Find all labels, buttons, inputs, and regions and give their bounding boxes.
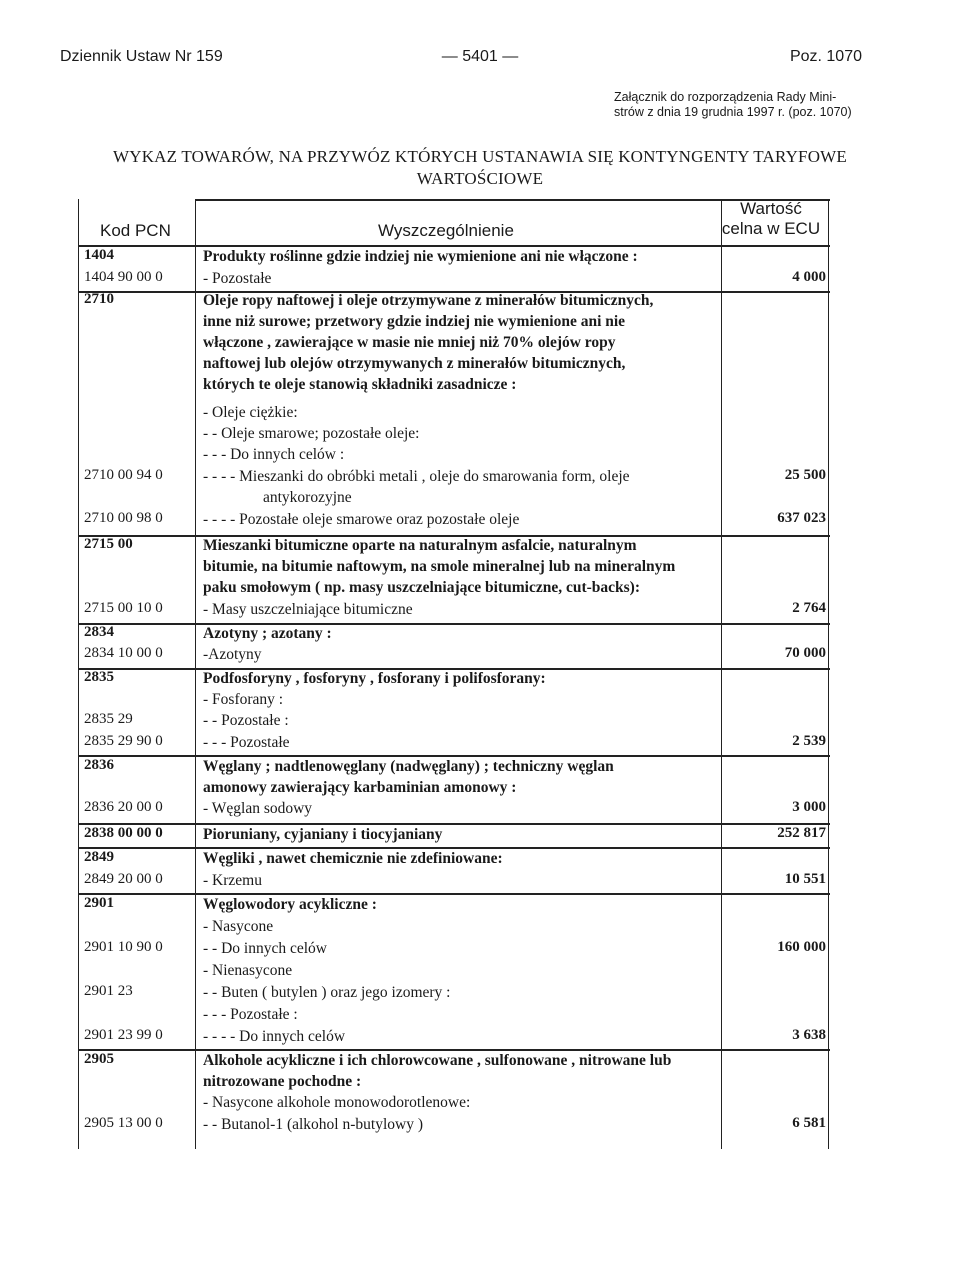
row-value: 4 000 [792, 269, 826, 285]
row-code: 2835 29 [84, 711, 133, 727]
row-description: - - - - Do innych celów [203, 1028, 346, 1045]
row-code: 2715 00 10 0 [84, 600, 163, 616]
journal-title: Dziennik Ustaw Nr 159 [60, 48, 223, 65]
row-description: Pioruniany, cyjaniany i tiocyjaniany [203, 826, 443, 843]
row-value: 10 551 [784, 871, 826, 887]
left-border-line [78, 199, 79, 1149]
row-description: - - Do innych celów [203, 940, 327, 957]
row-description: - - Butanol-1 (alkohol n-butylowy ) [203, 1116, 423, 1133]
row-value: 160 000 [777, 939, 826, 955]
row-description: - Węglan sodowy [203, 800, 313, 817]
row-description: Podfosforyny , fosforyny , fosforany i polifosforany: [203, 670, 546, 687]
tariff-quota-table [78, 199, 830, 1149]
row-description: Węglowodory acykliczne : [203, 896, 377, 913]
row-code: 2834 [84, 624, 114, 640]
header-value [716, 199, 826, 239]
code-column-line [195, 199, 196, 1149]
row-description: Alkohole acykliczne i ich chlorowcowane , sulfonowane , nitrowane lub [203, 1052, 672, 1069]
row-value: 70 000 [784, 645, 826, 661]
row-code: 2901 23 [84, 983, 133, 999]
row-code: 1404 90 00 0 [84, 269, 163, 285]
row-description: - - - Pozostałe [203, 734, 290, 751]
row-value: 25 500 [784, 467, 826, 483]
row-code: 2901 23 99 0 [84, 1027, 163, 1043]
row-code: 2710 00 94 0 [84, 467, 163, 483]
annex-note [614, 90, 862, 120]
header-value-line-1: Wartość [740, 199, 802, 218]
row-description: Węglany ; nadtlenowęglany (nadwęglany) ; techniczny węglan [203, 758, 614, 775]
row-code: 2715 00 [84, 536, 133, 552]
row-description: których te oleje stanowią składniki zasadnicze : [203, 376, 517, 393]
row-description: - - - - Pozostałe oleje smarowe oraz pozostałe oleje [203, 511, 520, 528]
annex-line-1: Załącznik do rozporządzenia Rady Mini- [614, 90, 837, 104]
page-number: — 5401 — [441, 48, 519, 65]
row-description: antykorozyjne [263, 489, 352, 506]
row-description: - Pozostałe [203, 270, 272, 287]
row-code: 2834 10 00 0 [84, 645, 163, 661]
row-description: Azotyny ; azotany : [203, 625, 332, 642]
row-description: paku smołowym ( np. masy uszczelniające bitumiczne, cut-backs): [203, 579, 640, 596]
row-description: - Nasycone [203, 918, 274, 935]
row-description: nitrozowane pochodne : [203, 1073, 362, 1090]
row-code: 1404 [84, 247, 114, 263]
row-code: 2835 29 90 0 [84, 733, 163, 749]
row-value: 637 023 [777, 510, 826, 526]
row-description: - - Pozostałe : [203, 712, 289, 729]
position-number: Poz. 1070 [789, 48, 862, 65]
row-code: 2901 [84, 895, 114, 911]
row-value: 2 539 [792, 733, 826, 749]
row-description: - - Oleje smarowe; pozostałe oleje: [203, 425, 420, 442]
row-value: 252 817 [777, 825, 826, 841]
row-description: bitumie, na bitumie naftowym, na smole mineralnej lub na mineralnym [203, 558, 676, 575]
row-description: Produkty roślinne gdzie indziej nie wymienione ani nie włączone : [203, 248, 638, 265]
row-description: - - - Pozostałe : [203, 1006, 298, 1023]
title-line-2: WARTOŚCIOWE [416, 169, 544, 188]
annex-line-2: strów z dnia 19 grudnia 1997 r. (poz. 1070) [614, 105, 852, 119]
row-code: 2836 [84, 757, 114, 773]
row-description: amonowy zawierający karbaminian amonowy : [203, 779, 517, 796]
row-code: 2901 10 90 0 [84, 939, 163, 955]
row-description: -Azotyny [203, 646, 262, 663]
row-code: 2905 13 00 0 [84, 1115, 163, 1131]
document-title [0, 146, 960, 190]
header-description: Wyszczególnienie [378, 221, 514, 240]
row-description: - Masy uszczelniające bitumiczne [203, 601, 413, 618]
row-value: 3 000 [792, 799, 826, 815]
row-description: - - Buten ( butylen ) oraz jego izomery : [203, 984, 451, 1001]
row-code: 2849 [84, 849, 114, 865]
row-code: 2835 [84, 669, 114, 685]
row-code: 2836 20 00 0 [84, 799, 163, 815]
right-border-line [828, 199, 829, 1149]
row-description: - - - Do innych celów : [203, 446, 345, 463]
row-value: 2 764 [792, 600, 826, 616]
row-code: 2710 [84, 291, 114, 307]
row-code: 2838 00 00 0 [84, 825, 163, 841]
row-description: Oleje ropy naftowej i oleje otrzymywane z minerałów bitumicznych, [203, 292, 654, 309]
row-description: - Fosforany : [203, 691, 284, 708]
title-line-1: WYKAZ TOWARÓW, NA PRZYWÓZ KTÓRYCH USTANAWIA SIĘ KONTYNGENTY TARYFOWE [112, 147, 848, 166]
row-description: Węgliki , nawet chemicznie nie zdefiniowane: [203, 850, 503, 867]
row-description: - Nasycone alkohole monowodorotlenowe: [203, 1094, 471, 1111]
row-value: 3 638 [792, 1027, 826, 1043]
row-description: - Nienasycone [203, 962, 293, 979]
table-top-border [195, 199, 830, 201]
row-description: - Krzemu [203, 872, 262, 889]
row-description: inne niż surowe; przetwory gdzie indziej nie wymienione ani nie [203, 313, 626, 330]
row-description: Mieszanki bitumiczne oparte na naturalnym asfalcie, naturalnym [203, 537, 637, 554]
row-description: naftowej lub olejów otrzymywanych z minerałów bitumicznych, [203, 355, 626, 372]
row-value: 6 581 [792, 1115, 826, 1131]
row-code: 2905 [84, 1051, 114, 1067]
row-description: włączone , zawierające w masie nie mniej niż 70% olejów ropy [203, 334, 616, 351]
row-code: 2710 00 98 0 [84, 510, 163, 526]
row-code: 2849 20 00 0 [84, 871, 163, 887]
row-description: - - - - Mieszanki do obróbki metali , oleje do smarowania form, oleje [203, 468, 630, 485]
header-value-line-2: celna w ECU [721, 219, 821, 238]
header-code: Kod PCN [100, 221, 171, 240]
row-description: - Oleje ciężkie: [203, 404, 298, 421]
